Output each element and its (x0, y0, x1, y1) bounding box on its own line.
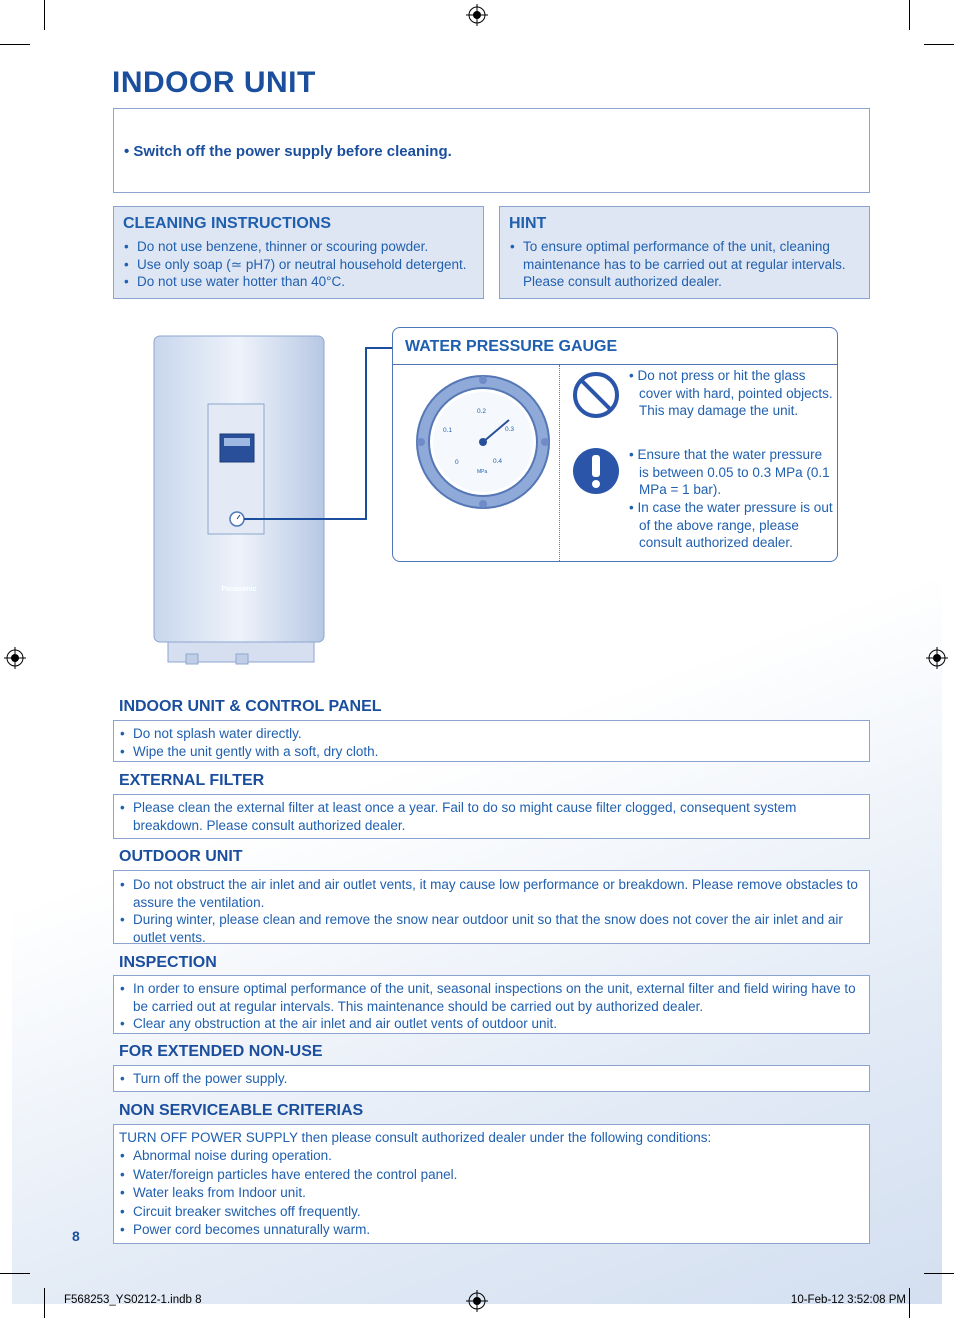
section-item: • Do not obstruct the air inlet and air outlet vents, it may cause low performance or breakdown. Please remove obstacles to assure the ventilation. (117, 876, 861, 911)
footer-file-info: F568253_YS0212-1.indb 8 (64, 1294, 202, 1306)
section-box (113, 720, 870, 762)
section-title: NON SERVICEABLE CRITERIAS (119, 1102, 364, 1119)
section-item: • Turn off the power supply. (117, 1070, 861, 1088)
cleaning-title: CLEANING INSTRUCTIONS (123, 215, 331, 232)
svg-text:0.3: 0.3 (505, 426, 515, 433)
registration-mark-icon (466, 4, 488, 26)
water-pressure-gauge-box (392, 327, 838, 562)
section-item: • Circuit breaker switches off frequently. (117, 1203, 861, 1222)
cleaning-item: • Use only soap (≃ pH7) or neutral household detergent. (121, 256, 477, 274)
svg-text:0: 0 (455, 459, 459, 466)
hint-item: • To ensure optimal performance of the unit, cleaning maintenance has to be carried out at regular intervals. Please consult authorized dealer. (507, 238, 855, 291)
crop-mark (909, 0, 910, 30)
section-item: • Clear any obstruction at the air inlet and air outlet vents of outdoor unit. (117, 1015, 861, 1033)
crop-mark (0, 44, 30, 45)
hint-title: HINT (509, 215, 547, 232)
exclamation-icon (571, 446, 621, 496)
section-box (113, 794, 870, 839)
prohibition-icon (571, 370, 621, 420)
crop-mark (44, 0, 45, 30)
hint-box (499, 206, 870, 299)
criteria-intro: TURN OFF POWER SUPPLY then please consult authorized dealer under the following conditions: (119, 1130, 712, 1145)
page-number: 8 (72, 1228, 80, 1244)
crop-mark (44, 1288, 45, 1318)
section-item: • Water leaks from Indoor unit. (117, 1184, 861, 1203)
section-box (113, 1124, 870, 1244)
section-title: OUTDOOR UNIT (119, 848, 243, 865)
registration-mark-icon (4, 647, 26, 669)
section-item: • During winter, please clean and remove the snow near outdoor unit so that the snow does not cover the air inlet and air outlet vents. (117, 911, 861, 946)
section-item: • Wipe the unit gently with a soft, dry cloth. (117, 743, 861, 761)
warning-box (113, 108, 870, 193)
cleaning-item: • Do not use benzene, thinner or scouring powder. (121, 238, 477, 256)
crop-mark (909, 1288, 910, 1318)
section-title: INSPECTION (119, 954, 217, 971)
gauge-note: • Ensure that the water pressure is between 0.05 to 0.3 MPa (0.1 MPa = 1 bar). (629, 447, 830, 498)
section-item: • Water/foreign particles have entered the control panel. (117, 1166, 861, 1185)
section-item: • In order to ensure optimal performance of the unit, seasonal inspections on the unit, external filter and field wiring have to be carried out at regular intervals. This maintenance should be carried out by authorized dealer. (117, 980, 861, 1015)
crop-mark (0, 1273, 30, 1274)
cleaning-instructions-box (113, 206, 484, 299)
section-item: • Power cord becomes unnaturally warm. (117, 1221, 861, 1240)
footer-timestamp: 10-Feb-12 3:52:08 PM (790, 1294, 906, 1306)
section-item: • Abnormal noise during operation. (117, 1147, 861, 1166)
section-title: EXTERNAL FILTER (119, 772, 265, 789)
section-box (113, 1065, 870, 1092)
section-title: INDOOR UNIT & CONTROL PANEL (119, 698, 382, 715)
brand-logo: Panasonic (221, 586, 257, 593)
crop-mark (924, 1273, 954, 1274)
registration-mark-icon (926, 647, 948, 669)
crop-mark (924, 44, 954, 45)
gauge-note: • Do not press or hit the glass cover with hard, pointed objects. This may damage the unit. (629, 368, 833, 419)
page-title: INDOOR UNIT (112, 66, 316, 99)
svg-text:MPa: MPa (477, 469, 488, 475)
warning-text: • Switch off the power supply before cleaning. (124, 143, 452, 160)
indoor-unit-illustration (150, 330, 400, 670)
section-box (113, 975, 870, 1034)
svg-text:0.4: 0.4 (493, 458, 503, 465)
svg-text:0.1: 0.1 (443, 427, 453, 434)
cleaning-item: • Do not use water hotter than 40°C. (121, 273, 477, 291)
gauge-note: • In case the water pressure is out of the above range, please consult authorized dealer. (629, 500, 833, 551)
section-item: • Please clean the external filter at least once a year. Fail to do so might cause filter clogged, consequent system breakdown. Please consult authorized dealer. (117, 799, 861, 834)
registration-mark-icon (466, 1290, 488, 1312)
section-item: • Do not splash water directly. (117, 725, 861, 743)
pressure-gauge-icon (413, 372, 553, 512)
section-box (113, 870, 870, 944)
section-title: FOR EXTENDED NON-USE (119, 1043, 323, 1060)
gauge-title: WATER PRESSURE GAUGE (405, 338, 618, 355)
svg-text:0.2: 0.2 (477, 408, 487, 415)
